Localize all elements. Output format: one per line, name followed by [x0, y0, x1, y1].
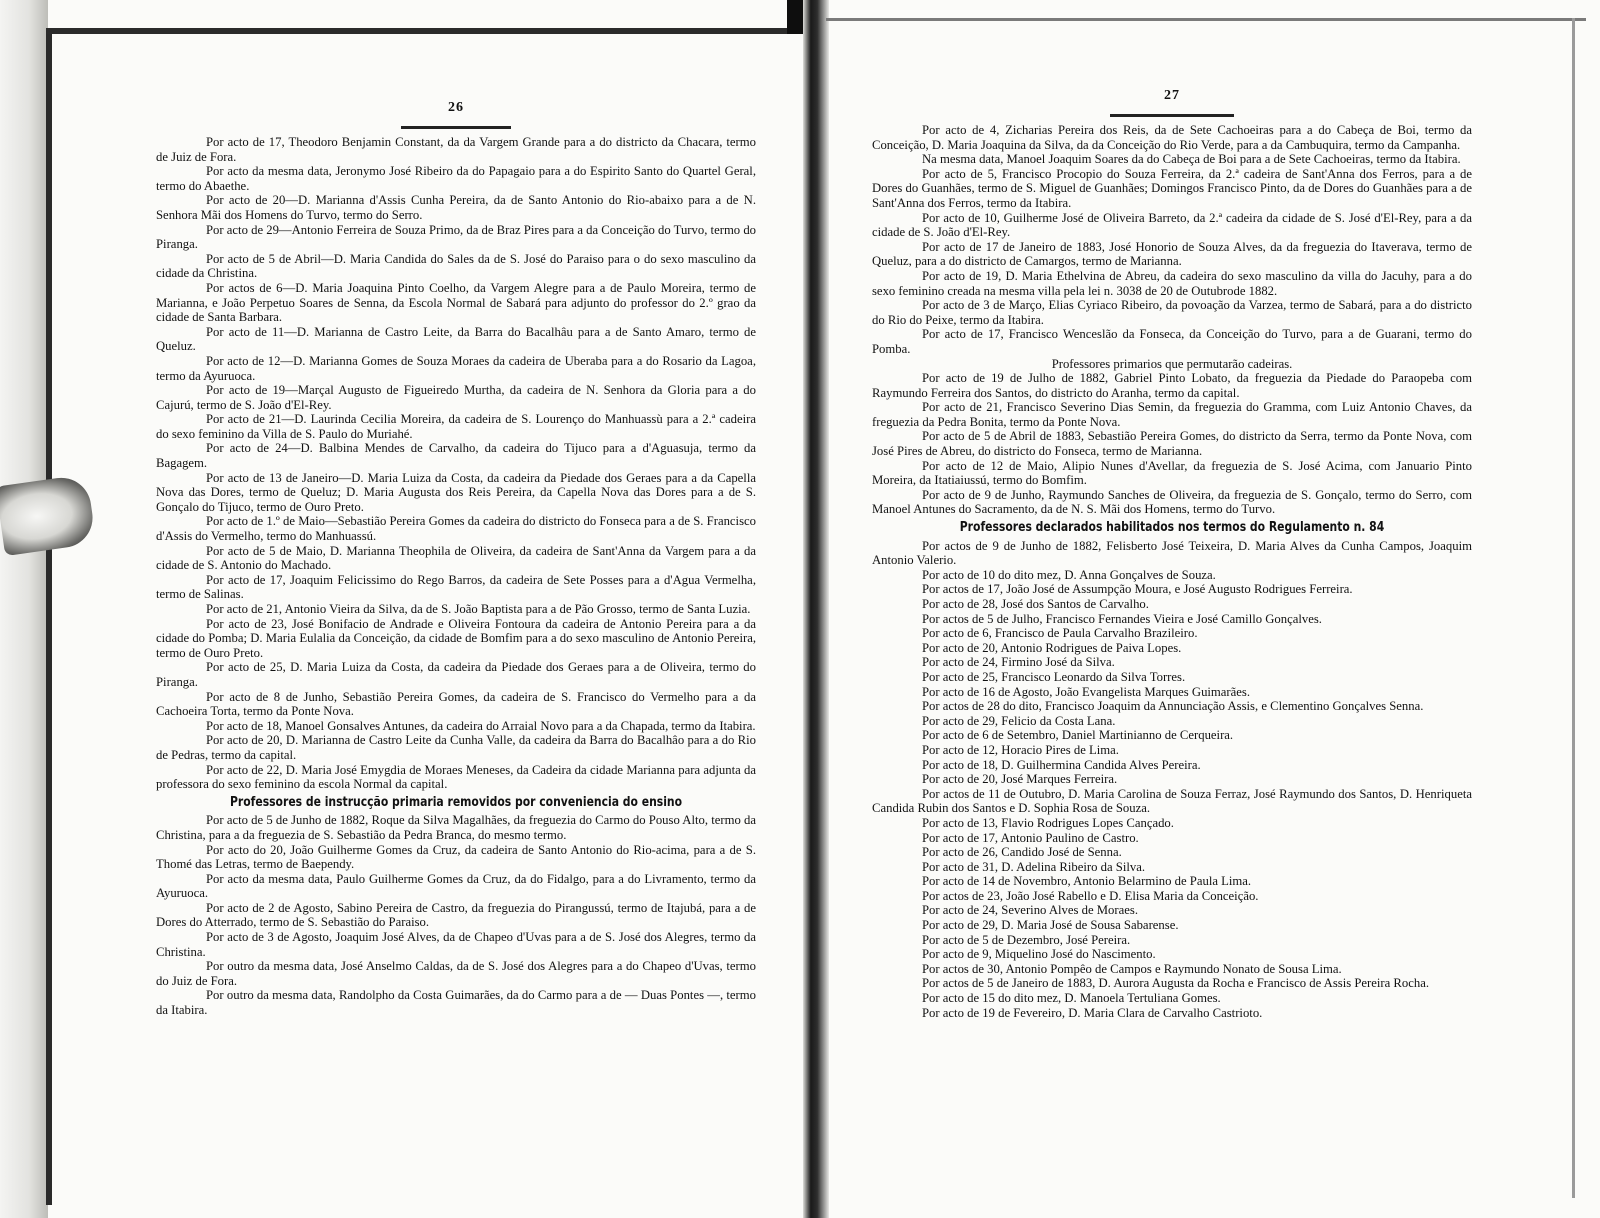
paragraph: Por acto de 16 de Agosto, João Evangelista Marques Guimarães.: [922, 684, 1251, 699]
section-subheading: Professores primarios que permutarão cadeiras.: [1051, 356, 1293, 371]
paragraph: Por acto de 8 de Junho, Sebastião Pereira Gomes, da cadeira de S. Francisco do Vermelho para a da Cachoeira Torta, termo da Ponte Nova.: [156, 689, 756, 719]
paragraph: Por acto de 13, Flavio Rodrigues Lopes Cançado.: [922, 815, 1174, 830]
paragraph: Por acto de 4, Zicharias Pereira dos Reis, da de Sete Cachoeiras para a do Cabeça de Boi, termo da Conceição, D. Maria Joaquina da Silva, da da Conceição do Rio Verde, para a da Cambuquira, termo da Campanha.: [872, 123, 1472, 152]
paragraph: Por actos de 17, João José de Assumpção Moura, e José Augusto Rodrigues Ferreira.: [922, 582, 1353, 597]
paragraph: Por acto de 17 de Janeiro de 1883, José Honorio de Souza Alves, da da freguezia do Itaverava, termo de Queluz, para a do districto de Camargos, termo de Marianna.: [872, 239, 1472, 269]
section-heading: Professores de instrucção primaria removidos por conveniencia do ensino: [229, 794, 683, 810]
paragraph: Por acto de 5 de Junho de 1882, Roque da Silva Magalhães, da freguezia do Carmo do Pouso Alto, termo da Christina, para a da freguezia de S. Sebastião da Pedra Branca, do mesmo termo.: [156, 813, 756, 842]
paragraph: Por acto de 13 de Janeiro—D. Maria Luiza da Costa, da cadeira da Piedade dos Geraes para a da Capella Nova das Dores, termo de Queluz; D. Maria Augusta dos Reis Pereira, da Capella Nova das Dores para a de S. Gonçalo do Tijuco, termo de Ouro Preto.: [156, 470, 756, 514]
paragraph: Por acto de 29—Antonio Ferreira de Souza Primo, da de Braz Pires para a da Conceição do Turvo, termo do Piranga.: [156, 222, 757, 252]
paragraph: Por acto do 20, João Guilherme Gomes da Cruz, da cadeira de Santo Antonio do Rio-acima, para a de S. Thomé das Letras, termo de Baependy.: [156, 842, 756, 872]
paragraph: Por acto de 3 de Agosto, Joaquim José Alves, da de Chapeo d'Uvas para a de S. José dos Alegres, termo da Christina.: [156, 930, 756, 959]
paragraph-group: [872, 371, 1472, 517]
paragraph: Por acto de 25, D. Maria Luiza da Costa, da cadeira da Piedade dos Geraes para a de Oliveira, termo do Piranga.: [156, 660, 756, 689]
paragraph: Na mesma data, Manoel Joaquim Soares da do Cabeça de Boi para a de Sete Cachoeiras, termo da Itabira.: [922, 152, 1461, 167]
page-number: 26: [448, 100, 464, 115]
paragraph: Por actos de 5 de Janeiro de 1883, D. Aurora Augusta da Rocha e Francisco de Assis Pereira Rocha.: [922, 976, 1430, 991]
header-rule: [401, 126, 511, 129]
right-page-body: [872, 123, 1472, 1020]
right-page-edge: [1572, 18, 1575, 1198]
paragraph: Por acto de 10 do dito mez, D. Anna Gonçalves de Souza.: [922, 567, 1216, 582]
paragraph: Por actos de 11 de Outubro, D. Maria Carolina de Souza Ferraz, José Raymundo dos Santos, D. Henriqueta Candida Rubin dos Santos e D. Sophia Rosa de Souza.: [872, 786, 1472, 816]
paragraph: Por acto de 19—Marçal Augusto de Figueiredo Murtha, da cadeira de N. Senhora da Gloria para a do Cajurú, termo de S. João d'El-Rey.: [156, 383, 756, 412]
paragraph: Por acto de 14 de Novembro, Antonio Belarmino de Paula Lima.: [922, 874, 1252, 889]
paragraph: Por acto de 24, Firmino José da Silva.: [922, 655, 1115, 670]
paragraph: Por actos de 9 de Junho de 1882, Felisberto José Teixeira, D. Maria Alves da Cunha Campos, Joaquim Antonio Valerio.: [872, 538, 1472, 568]
header-rule: [1110, 114, 1234, 117]
right-page-top-edge: [826, 18, 1586, 21]
paragraph: Por acto de 21, Antonio Vieira da Silva, da de S. João Baptista para a de Pão Grosso, termo de Santa Luzia.: [206, 602, 751, 616]
paragraph-group: [872, 539, 1472, 1021]
page-border-top: [46, 28, 828, 34]
paragraph: Por actos de 6—D. Maria Joaquina Pinto Coelho, da Vargem Alegre para a de Paulo Moreira, termo de Marianna, e João Perpetuo Soares de Senna, da Escola Normal de Sabará para adjunto do professor do 2.º grao da cidade de Santa Barbara.: [156, 280, 756, 325]
left-page: [156, 100, 756, 1018]
paragraph: Por acto de 12, Horacio Pires de Lima.: [922, 742, 1119, 757]
paragraph: Por acto de 19, D. Maria Ethelvina de Abreu, da cadeira do sexo masculino da villa do Jacuhy, para a do sexo feminino creada na mesma villa pela lei n. 3038 de 20 de Outubrode 1882.: [872, 268, 1472, 298]
paragraph: Por acto de 9, Miquelino José do Nascimento.: [922, 947, 1156, 962]
paragraph: Por acto de 5, Francisco Procopio do Souza Ferreira, da 2.ª cadeira de Sant'Anna dos Ferros, para a de Dores do Guanhães, termo de S. Miguel de Guanhães; Domingos Francisco Pinto, da de Dores do Guanhães para a de Sant'Anna dos Ferros, termo da Itabira.: [872, 166, 1472, 210]
paragraph: Por acto de 21, Francisco Severino Dias Semin, da freguezia do Gramma, com Luiz Antonio Chaves, da freguezia da Pedra Bonita, termo da Ponte Nova.: [872, 400, 1472, 429]
paragraph: Por acto de 18, Manoel Gonsalves Antunes, da cadeira do Arraial Novo para a da Chapada, termo da Itabira.: [206, 718, 756, 733]
page-number: 27: [1164, 88, 1180, 103]
paragraph: Por acto de 31, D. Adelina Ribeiro da Silva.: [922, 859, 1146, 874]
paragraph: Por acto de 20, D. Marianna de Castro Leite da Cunha Valle, da cadeira da Barra do Bacalhâo para a do Rio de Pedras, termo da capital.: [156, 733, 756, 762]
binder-clip: [0, 474, 96, 556]
paragraph: Por acto de 19 de Fevereiro, D. Maria Clara de Carvalho Castrioto.: [922, 1005, 1263, 1020]
paragraph: Por acto da mesma data, Paulo Guilherme Gomes da Cruz, da do Fidalgo, para a do Livramento, termo da Ayuruoca.: [156, 871, 756, 901]
paragraph: Por acto da mesma data, Jeronymo José Ribeiro da do Papagaio para a do Espirito Santo do Quartel Geral, termo do Abaethe.: [156, 164, 756, 193]
paragraph-group: [156, 813, 756, 1017]
paragraph: Por acto de 6 de Setembro, Daniel Martinianno de Cerqueira.: [922, 728, 1234, 743]
paragraph: Por acto de 6, Francisco de Paula Carvalho Brazileiro.: [922, 626, 1198, 641]
paragraph: Por acto de 22, D. Maria José Emygdia de Moraes Meneses, da Cadeira da cidade Marianna para adjunta da professora do sexo feminino da escola Normal da capital.: [156, 762, 756, 792]
paragraph: Por acto de 9 de Junho, Raymundo Sanches de Oliveira, da freguezia de S. Gonçalo, termo do Serro, com Manoel Antunes do Sacramento, da de N. S. Mãi dos Homens, termo do Turvo.: [872, 487, 1472, 517]
paragraph: Por acto de 17, Theodoro Benjamin Constant, da da Vargem Grande para a do districto da Chacara, termo de Juiz de Fora.: [156, 135, 756, 164]
paragraph-group: [156, 135, 756, 792]
paragraph: Por acto de 3 de Março, Elias Cyriaco Ribeiro, da povoação da Varzea, termo de Sabará, para a do districto do Rio do Peixe, termo da Itabira.: [872, 298, 1472, 327]
paragraph: Por acto de 5 de Abril—D. Maria Candida do Sales da de S. José do Paraiso para o do sexo masculino da cidade da Christina.: [156, 251, 756, 281]
paragraph: Por acto de 24—D. Balbina Mendes de Carvalho, da cadeira do Tijuco para a d'Aguasuja, termo da Bagagem.: [156, 441, 756, 471]
paragraph: Por acto de 20, Antonio Rodrigues de Paiva Lopes.: [922, 640, 1182, 655]
paragraph: Por acto de 26, Candido José de Senna.: [922, 845, 1122, 860]
paragraph: Por acto de 24, Severino Alves de Moraes.: [922, 903, 1138, 918]
left-page-body: [156, 135, 756, 1018]
paragraph: Por acto de 5 de Abril de 1883, Sebastião Pereira Gomes, do districto da Serra, termo da Ponte Nova, com José Pires de Abreu, do districto do Fonseca, termo de Marianna.: [872, 429, 1472, 459]
paragraph: Por acto de 17, Francisco Wenceslão da Fonseca, da Conceição do Turvo, para a de Guarani, termo do Pomba.: [872, 327, 1472, 356]
paragraph: Por actos de 28 do dito, Francisco Joaquim da Annunciação Assis, e Clementino Gonçalves Senna.: [922, 699, 1424, 714]
paragraph: Por acto de 12 de Maio, Alipio Nunes d'Avellar, da freguezia de S. José Acima, com Januario Pinto Moreira, da Itatiaiussú, termo do Bomfim.: [872, 458, 1472, 488]
page-border-left: [46, 30, 52, 1205]
paragraph: Por actos de 5 de Julho, Francisco Fernandes Vieira e José Camillo Gonçalves.: [922, 611, 1322, 626]
paragraph: Por acto de 1.º de Maio—Sebastião Pereira Gomes da cadeira do districto do Fonseca para a de S. Francisco d'Assis do Vermelho, termo do Manhuassú.: [156, 514, 756, 544]
paragraph: Por acto de 17, Joaquim Felicissimo do Rego Barros, da cadeira de Sete Posses para a d'Agua Vermelha, termo de Salinas.: [156, 572, 756, 602]
paragraph: Por acto de 12—D. Marianna Gomes de Souza Moraes da cadeira de Uberaba para a do Rosario da Lagoa, termo da Ayuruoca.: [156, 353, 756, 383]
paragraph: Por acto de 10, Guilherme José de Oliveira Barreto, da 2.ª cadeira da cidade de S. José d'El-Rey, para a da cidade de S. João d'El-Rey.: [872, 210, 1472, 240]
spread-edge-left: [0, 0, 48, 1218]
paragraph: Por acto de 5 de Dezembro, José Pereira.: [922, 932, 1131, 947]
paragraph: Por acto de 20, José Marques Ferreira.: [922, 772, 1118, 787]
paragraph: Por acto de 29, Felicio da Costa Lana.: [922, 713, 1116, 728]
paragraph: Por outro da mesma data, Randolpho da Costa Guimarães, da do Carmo para a de — Duas Pontes —, termo da Itabira.: [156, 988, 756, 1018]
paragraph: Por outro da mesma data, José Anselmo Caldas, da de S. José dos Alegres para a do Chapeo d'Uvas, termo do Juiz de Fora.: [156, 959, 756, 988]
paragraph-group: [872, 123, 1472, 357]
paragraph: Por acto de 23, José Bonifacio de Andrade e Oliveira Fontoura da cadeira de Antonio Pereira para a da cidade do Pomba; D. Maria Eulalia da Conceição, da cidade de Bomfim para a do sexo masculino de Antonio Pereira, termo de Ouro Preto.: [156, 616, 756, 660]
paragraph: Por acto de 5 de Maio, D. Marianna Theophila de Oliveira, da cadeira de Sant'Anna da Vargem para a da cidade de S. Antonio do Machado.: [156, 543, 756, 573]
paragraph: Por acto de 21—D. Laurinda Cecilia Moreira, da cadeira de S. Lourenço do Manhuassù para a 2.ª cadeira do sexo feminino da Villa de S. Paulo do Muriahé.: [156, 412, 756, 441]
paragraph: Por acto de 28, José dos Santos de Carvalho.: [922, 597, 1149, 611]
paragraph: Por acto de 29, D. Maria José de Sousa Sabarense.: [922, 918, 1179, 933]
book-gutter: [803, 0, 829, 1218]
paragraph: Por actos de 30, Antonio Pompêo de Campos e Raymundo Nonato de Sousa Lima.: [922, 961, 1342, 976]
paragraph: Por acto de 18, D. Guilhermina Candida Alves Pereira.: [922, 757, 1201, 772]
paragraph: Por actos de 23, João José Rabello e D. Elisa Maria da Conceição.: [922, 888, 1259, 903]
section-heading: Professores declarados habilitados nos termos do Regulamento n. 84: [959, 520, 1385, 536]
paragraph: Por acto de 17, Antonio Paulino de Castro.: [922, 830, 1139, 845]
paragraph: Por acto de 25, Francisco Leonardo da Silva Torres.: [922, 669, 1186, 684]
paragraph: Por acto de 20—D. Marianna d'Assis Cunha Pereira, da de Santo Antonio do Rio-abaixo para a de N. Senhora Mãi dos Homens do Turvo, termo do Serro.: [156, 193, 756, 222]
paragraph: Por acto de 11—D. Marianna de Castro Leite, da Barra do Bacalhâu para a de Santo Amaro, termo de Queluz.: [156, 324, 756, 354]
paragraph: Por acto de 19 de Julho de 1882, Gabriel Pinto Lobato, da freguezia da Piedade do Paraopeba com Raymundo Ferreira dos Santos, do districto do Aranha, termo da capital.: [872, 371, 1472, 400]
right-page: [872, 88, 1472, 1020]
paragraph: Por acto de 15 do dito mez, D. Manoela Tertuliana Gomes.: [922, 991, 1221, 1006]
paragraph: Por acto de 2 de Agosto, Sabino Pereira de Castro, da freguezia do Pirangussú, termo de Itajubá, para a de Dores do Atterrado, termo de S. Sebastião do Paraiso.: [156, 900, 756, 930]
